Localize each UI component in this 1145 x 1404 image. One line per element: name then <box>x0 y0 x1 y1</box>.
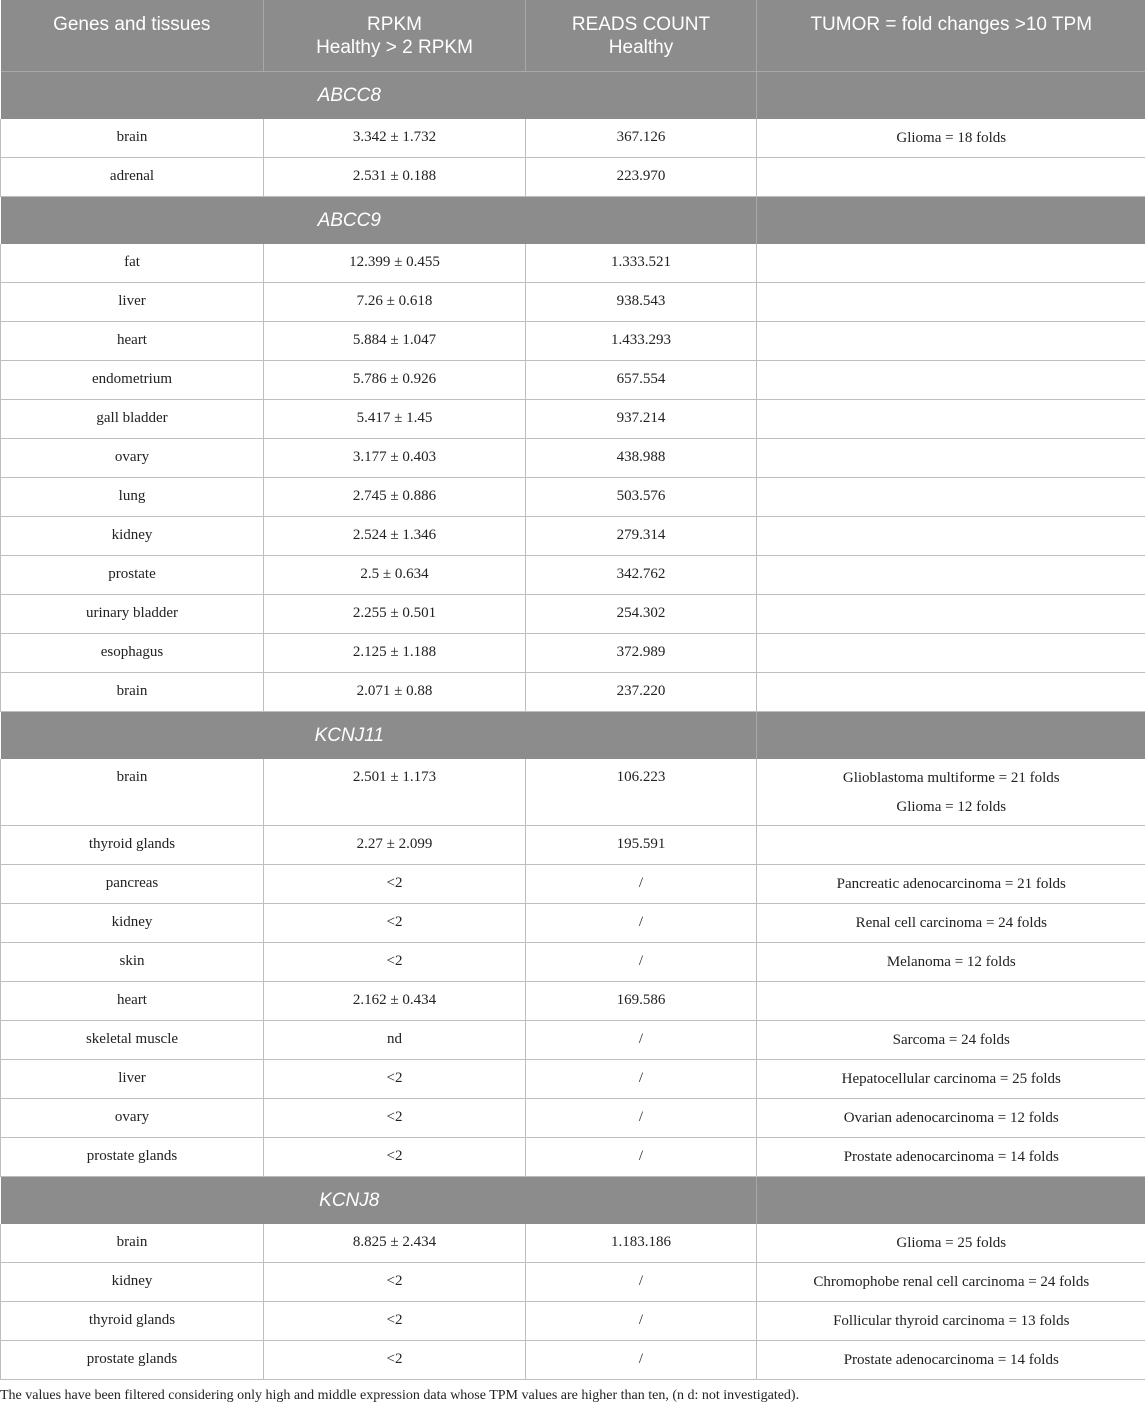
tumor-cell <box>757 1021 1145 1060</box>
reads-count-cell: 1.333.521 <box>526 244 757 283</box>
tumor-cell <box>757 1224 1145 1263</box>
tissue-cell: prostate glands <box>1 1341 264 1380</box>
gene-name: ABCC8 <box>1 72 757 120</box>
reads-count-cell: 438.988 <box>526 439 757 478</box>
rpkm-cell: <2 <box>264 1263 526 1302</box>
table-row <box>1 943 1145 982</box>
header-text: READS COUNT <box>532 13 750 36</box>
rpkm-cell: 2.501 ± 1.173 <box>264 759 526 826</box>
header-tumor <box>757 0 1145 72</box>
rpkm-cell: 2.27 ± 2.099 <box>264 826 526 865</box>
reads-count-cell: / <box>526 1060 757 1099</box>
tumor-cell <box>757 478 1145 517</box>
table-row <box>1 982 1145 1021</box>
tumor-cell <box>757 556 1145 595</box>
gene-name: KCNJ8 <box>1 1177 757 1225</box>
tumor-fold-change: Glioma = 25 folds <box>763 1229 1140 1258</box>
reads-count-cell: 372.989 <box>526 634 757 673</box>
tumor-fold-change: Renal cell carcinoma = 24 folds <box>763 909 1140 938</box>
table-row <box>1 595 1145 634</box>
reads-count-cell: / <box>526 1021 757 1060</box>
tumor-fold-change: Glioma = 12 folds <box>763 793 1140 822</box>
rpkm-cell: <2 <box>264 1138 526 1177</box>
tumor-fold-change: Melanoma = 12 folds <box>763 948 1140 977</box>
tumor-cell <box>757 982 1145 1021</box>
header-text: TUMOR = fold changes >10 TPM <box>763 13 1140 36</box>
table-row <box>1 904 1145 943</box>
tissue-cell: skeletal muscle <box>1 1021 264 1060</box>
tumor-fold-change: Glioma = 18 folds <box>763 124 1140 153</box>
tissue-cell: thyroid glands <box>1 826 264 865</box>
tissue-cell: gall bladder <box>1 400 264 439</box>
gene-group-empty-cell <box>757 712 1145 760</box>
tumor-cell <box>757 1302 1145 1341</box>
reads-count-cell: 279.314 <box>526 517 757 556</box>
rpkm-cell: 8.825 ± 2.434 <box>264 1224 526 1263</box>
rpkm-cell: 3.177 ± 0.403 <box>264 439 526 478</box>
tumor-cell <box>757 244 1145 283</box>
tumor-cell <box>757 673 1145 712</box>
reads-count-cell: / <box>526 1099 757 1138</box>
rpkm-cell: <2 <box>264 865 526 904</box>
tumor-cell <box>757 322 1145 361</box>
tumor-cell <box>757 439 1145 478</box>
gene-group-empty-cell <box>757 1177 1145 1225</box>
header-text: Healthy > 2 RPKM <box>270 36 519 59</box>
tumor-cell <box>757 361 1145 400</box>
tissue-cell: skin <box>1 943 264 982</box>
reads-count-cell: 938.543 <box>526 283 757 322</box>
tissue-cell: kidney <box>1 1263 264 1302</box>
table-row <box>1 759 1145 826</box>
reads-count-cell: 937.214 <box>526 400 757 439</box>
rpkm-cell: <2 <box>264 1060 526 1099</box>
tissue-cell: ovary <box>1 1099 264 1138</box>
tissue-cell: brain <box>1 673 264 712</box>
gene-group-empty-cell <box>757 72 1145 120</box>
gene-name: ABCC9 <box>1 197 757 245</box>
rpkm-cell: 5.884 ± 1.047 <box>264 322 526 361</box>
reads-count-cell: 503.576 <box>526 478 757 517</box>
reads-count-cell: 237.220 <box>526 673 757 712</box>
tumor-cell <box>757 400 1145 439</box>
rpkm-cell: 3.342 ± 1.732 <box>264 119 526 158</box>
table-row <box>1 158 1145 197</box>
tissue-cell: adrenal <box>1 158 264 197</box>
rpkm-cell: 2.255 ± 0.501 <box>264 595 526 634</box>
table-row <box>1 1060 1145 1099</box>
reads-count-cell: 342.762 <box>526 556 757 595</box>
tissue-cell: fat <box>1 244 264 283</box>
gene-group-row <box>1 197 1145 245</box>
tumor-cell <box>757 1341 1145 1380</box>
tissue-cell: liver <box>1 283 264 322</box>
tumor-cell <box>757 119 1145 158</box>
table-header <box>1 0 1145 72</box>
reads-count-cell: / <box>526 865 757 904</box>
rpkm-cell: nd <box>264 1021 526 1060</box>
gene-group-row <box>1 712 1145 760</box>
reads-count-cell: 1.183.186 <box>526 1224 757 1263</box>
table-row <box>1 1099 1145 1138</box>
rpkm-cell: 5.417 ± 1.45 <box>264 400 526 439</box>
rpkm-cell: <2 <box>264 1302 526 1341</box>
tumor-cell <box>757 865 1145 904</box>
tumor-fold-change: Pancreatic adenocarcinoma = 21 folds <box>763 870 1140 899</box>
gene-group-empty-cell <box>757 197 1145 245</box>
rpkm-cell: <2 <box>264 943 526 982</box>
table-row <box>1 517 1145 556</box>
header-genes-tissues <box>1 0 264 72</box>
rpkm-cell: 2.071 ± 0.88 <box>264 673 526 712</box>
table-row <box>1 322 1145 361</box>
tumor-fold-change: Hepatocellular carcinoma = 25 folds <box>763 1065 1140 1094</box>
gene-name: KCNJ11 <box>1 712 757 760</box>
table-body <box>1 72 1145 1380</box>
reads-count-cell: 195.591 <box>526 826 757 865</box>
table-row <box>1 673 1145 712</box>
table-row <box>1 283 1145 322</box>
reads-count-cell: / <box>526 1302 757 1341</box>
reads-count-cell: 254.302 <box>526 595 757 634</box>
tumor-fold-change: Glioblastoma multiforme = 21 folds <box>763 764 1140 793</box>
header-text: Healthy <box>532 36 750 59</box>
table-footnote: The values have been filtered considering only high and middle expression data whose TPM values are higher than ten, (n d: not investigated). <box>0 1380 1145 1404</box>
tissue-cell: kidney <box>1 904 264 943</box>
rpkm-cell: 5.786 ± 0.926 <box>264 361 526 400</box>
tissue-cell: prostate glands <box>1 1138 264 1177</box>
tissue-cell: prostate <box>1 556 264 595</box>
tissue-cell: pancreas <box>1 865 264 904</box>
tumor-fold-change: Follicular thyroid carcinoma = 13 folds <box>763 1307 1140 1336</box>
tissue-cell: brain <box>1 119 264 158</box>
table-row <box>1 1224 1145 1263</box>
header-text: RPKM <box>270 13 519 36</box>
header-row <box>1 0 1145 72</box>
tumor-cell <box>757 1099 1145 1138</box>
table-row <box>1 556 1145 595</box>
header-rpkm <box>264 0 526 72</box>
table-row <box>1 1021 1145 1060</box>
tumor-fold-change: Prostate adenocarcinoma = 14 folds <box>763 1346 1140 1375</box>
tissue-cell: ovary <box>1 439 264 478</box>
tumor-fold-change: Ovarian adenocarcinoma = 12 folds <box>763 1104 1140 1133</box>
table-row <box>1 439 1145 478</box>
table-row <box>1 826 1145 865</box>
reads-count-cell: 657.554 <box>526 361 757 400</box>
reads-count-cell: 367.126 <box>526 119 757 158</box>
tumor-cell <box>757 595 1145 634</box>
tumor-cell <box>757 904 1145 943</box>
tumor-cell <box>757 759 1145 826</box>
table-row <box>1 478 1145 517</box>
tissue-cell: brain <box>1 759 264 826</box>
rpkm-cell: <2 <box>264 1341 526 1380</box>
tissue-cell: esophagus <box>1 634 264 673</box>
rpkm-cell: 2.524 ± 1.346 <box>264 517 526 556</box>
table-row <box>1 865 1145 904</box>
reads-count-cell: / <box>526 1341 757 1380</box>
tumor-fold-change: Sarcoma = 24 folds <box>763 1026 1140 1055</box>
tissue-cell: endometrium <box>1 361 264 400</box>
table-row <box>1 1138 1145 1177</box>
tissue-cell: brain <box>1 1224 264 1263</box>
header-text: Genes and tissues <box>7 13 258 36</box>
tissue-cell: urinary bladder <box>1 595 264 634</box>
reads-count-cell: / <box>526 1138 757 1177</box>
table-row <box>1 119 1145 158</box>
tissue-cell: lung <box>1 478 264 517</box>
tumor-cell <box>757 1138 1145 1177</box>
tumor-cell <box>757 1060 1145 1099</box>
table-row <box>1 1302 1145 1341</box>
tissue-cell: kidney <box>1 517 264 556</box>
table-row <box>1 1263 1145 1302</box>
reads-count-cell: / <box>526 943 757 982</box>
tissue-cell: heart <box>1 322 264 361</box>
reads-count-cell: / <box>526 904 757 943</box>
reads-count-cell: 169.586 <box>526 982 757 1021</box>
tumor-cell <box>757 826 1145 865</box>
header-reads-count <box>526 0 757 72</box>
rpkm-cell: 2.162 ± 0.434 <box>264 982 526 1021</box>
tumor-cell <box>757 517 1145 556</box>
rpkm-cell: <2 <box>264 1099 526 1138</box>
tissue-cell: thyroid glands <box>1 1302 264 1341</box>
tumor-fold-change: Prostate adenocarcinoma = 14 folds <box>763 1143 1140 1172</box>
tumor-cell <box>757 283 1145 322</box>
tumor-cell <box>757 943 1145 982</box>
table-row <box>1 1341 1145 1380</box>
rpkm-cell: 2.745 ± 0.886 <box>264 478 526 517</box>
gene-group-row <box>1 72 1145 120</box>
tumor-cell <box>757 634 1145 673</box>
tumor-cell <box>757 1263 1145 1302</box>
rpkm-cell: 7.26 ± 0.618 <box>264 283 526 322</box>
reads-count-cell: / <box>526 1263 757 1302</box>
rpkm-cell: 2.531 ± 0.188 <box>264 158 526 197</box>
tissue-cell: liver <box>1 1060 264 1099</box>
gene-group-row <box>1 1177 1145 1225</box>
table-row <box>1 634 1145 673</box>
table-row <box>1 244 1145 283</box>
rpkm-cell: 2.5 ± 0.634 <box>264 556 526 595</box>
rpkm-cell: 2.125 ± 1.188 <box>264 634 526 673</box>
tumor-cell <box>757 158 1145 197</box>
reads-count-cell: 223.970 <box>526 158 757 197</box>
rpkm-cell: 12.399 ± 0.455 <box>264 244 526 283</box>
rpkm-cell: <2 <box>264 904 526 943</box>
tumor-fold-change: Chromophobe renal cell carcinoma = 24 folds <box>763 1268 1140 1297</box>
reads-count-cell: 106.223 <box>526 759 757 826</box>
tissue-cell: heart <box>1 982 264 1021</box>
reads-count-cell: 1.433.293 <box>526 322 757 361</box>
table-row <box>1 400 1145 439</box>
table-row <box>1 361 1145 400</box>
